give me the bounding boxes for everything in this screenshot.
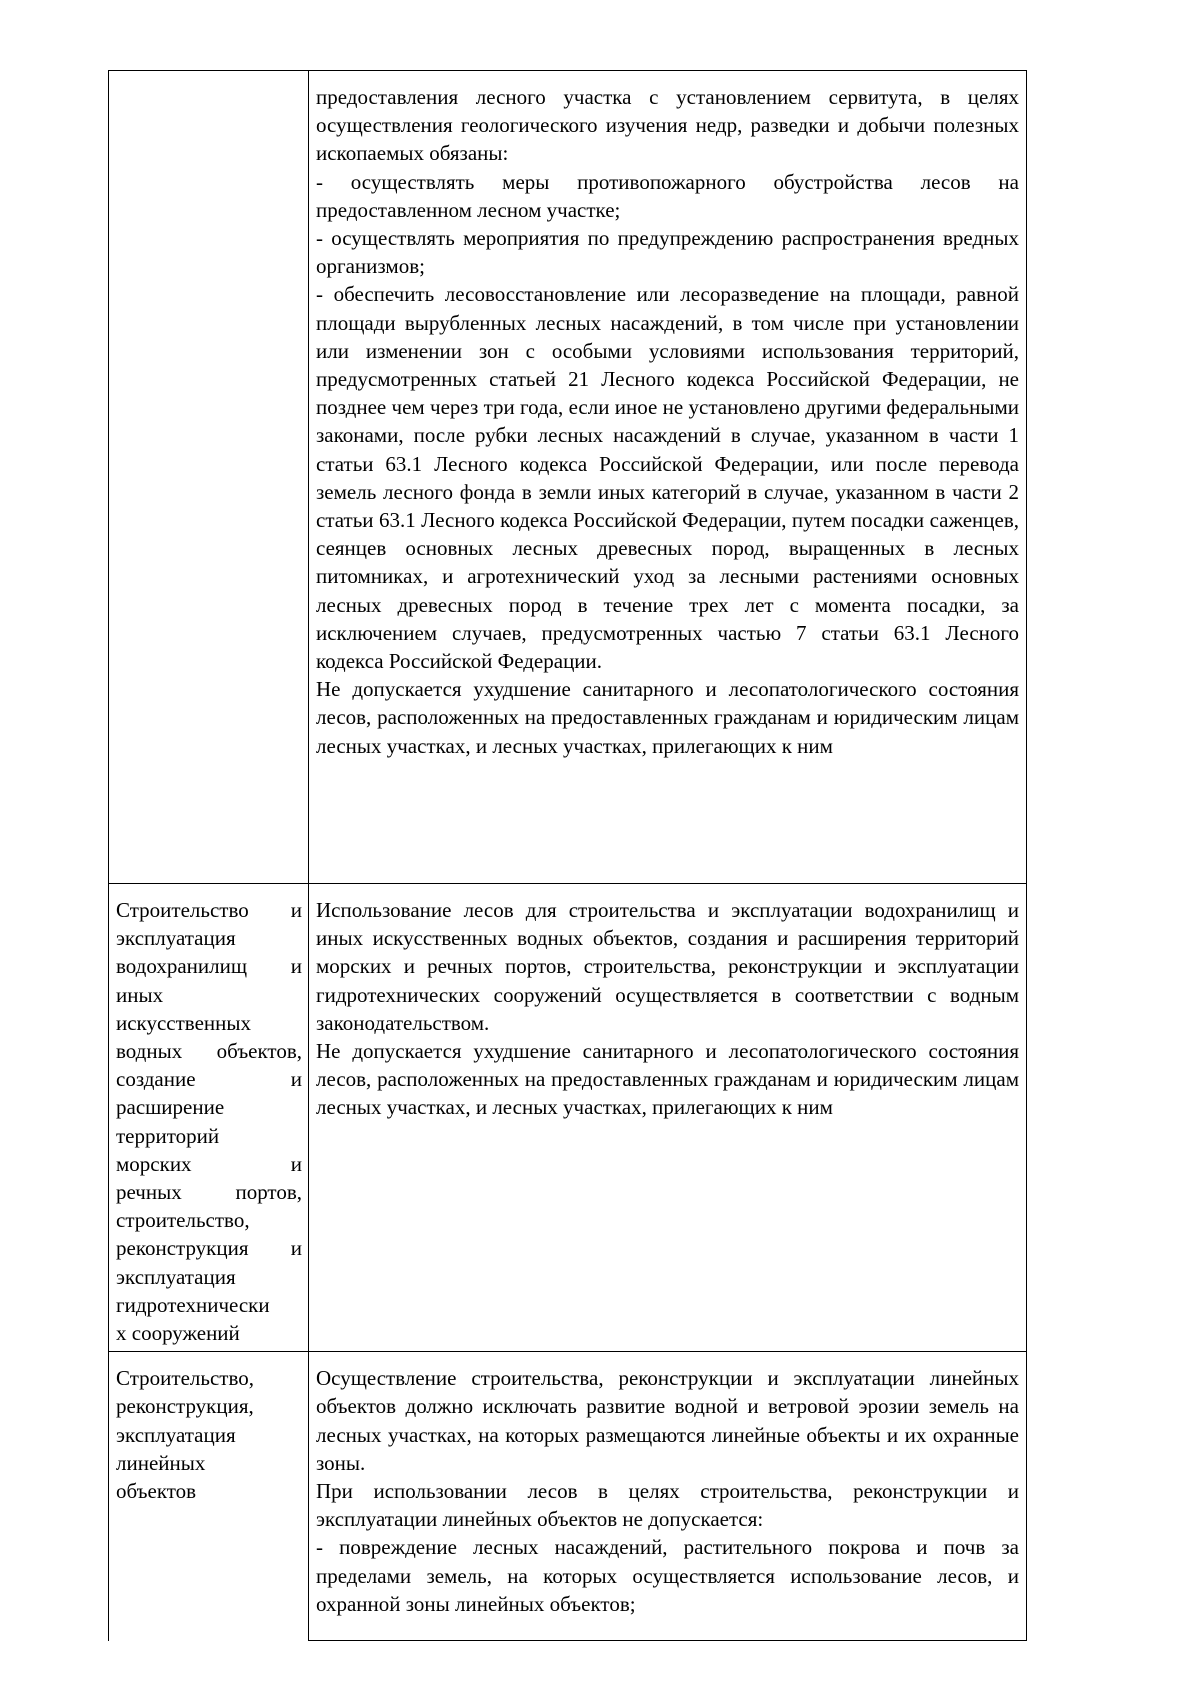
activity-line: иных: [116, 982, 164, 1007]
activity-cell: [109, 71, 309, 884]
activity-line: эксплуатация: [116, 1422, 236, 1447]
list-item: - осуществлять мероприятия по предупреждению распространения вредных организмов;: [316, 226, 1019, 279]
requirements-cell: [309, 884, 1027, 1352]
activity-line: территорий: [116, 1123, 220, 1148]
paragraph: Не допускается ухудшение санитарного и лесопатологического состояния лесов, расположенных на предоставленных гражданам и юридическим лицам лесных участках, и лесных участках, прилегающих к ним: [316, 677, 1019, 758]
activity-line: водохранилищ и: [116, 954, 302, 979]
activity-line: создание и: [116, 1067, 302, 1092]
paragraph: Использование лесов для строительства и эксплуатации водохранилищ и иных искусственных водных объектов, создания и расширения территорий морских и речных портов, строительства, реконструкции и эксплуатации гидротехнических сооружений осуществляется в соответствии с водным законодательством.: [316, 898, 1019, 1035]
requirements-cell: [309, 1352, 1027, 1641]
activity-line: водных объектов,: [116, 1039, 302, 1064]
paragraph: При использовании лесов в целях строительства, реконструкции и эксплуатации линейных объектов не допускается:: [316, 1479, 1019, 1532]
activity-cell: [109, 1352, 309, 1641]
activity-line: строительство,: [116, 1208, 250, 1233]
list-item: - осуществлять меры противопожарного обустройства лесов на предоставленном лесном участке;: [316, 169, 1019, 222]
table-row: [109, 1352, 1027, 1641]
list-item: - обеспечить лесовосстановление или лесоразведение на площади, равной площади вырубленных лесных насаждений, в том числе при установлении или изменении зон с особыми условиями использования территорий, предусмотренных статьей 21 Лесного кодекса Российской Федерации, не позднее чем через три года, если иное не установлено другими федеральными законами, после рубки лесных насаждений в случае, указанном в части 1 статьи 63.1 Лесного кодекса Российской Федерации, или после перевода земель лесного фонда в земли иных категорий в случае, указанном в части 2 статьи 63.1 Лесного кодекса Российской Федерации, путем посадки саженцев, сеянцев основных лесных древесных пород, выращенных в лесных питомниках, и агротехнический уход за лесными растениями основных лесных древесных пород в течение трех лет с момента посадки, за исключением случаев, предусмотренных частью 7 статьи 63.1 Лесного кодекса Российской Федерации.: [316, 282, 1019, 674]
activity-line: объектов: [116, 1479, 197, 1504]
activity-line: гидротехнически: [116, 1292, 270, 1317]
list-item: - повреждение лесных насаждений, растительного покрова и почв за пределами земель, на которых осуществляется использование лесов, и охранной зоны линейных объектов;: [316, 1535, 1019, 1616]
activity-cell: [109, 884, 309, 1352]
activity-line: х сооружений: [116, 1321, 240, 1346]
activity-line: расширение: [116, 1095, 225, 1120]
paragraph: Осуществление строительства, реконструкции и эксплуатации линейных объектов должно исключать развитие водной и ветровой эрозии земель на лесных участках, на которых размещаются линейные объекты и их охранные зоны.: [316, 1366, 1019, 1475]
activity-line: Строительство,: [116, 1366, 254, 1391]
paragraph: Не допускается ухудшение санитарного и лесопатологического состояния лесов, расположенных на предоставленных гражданам и юридическим лицам лесных участках, и лесных участках, прилегающих к ним: [316, 1039, 1019, 1120]
table-row: [109, 71, 1027, 884]
paragraph: предоставления лесного участка с установлением сервитута, в целях осуществления геологического изучения недр, разведки и добычи полезных ископаемых обязаны:: [316, 85, 1019, 166]
activity-line: речных портов,: [116, 1180, 302, 1205]
requirements-cell: [309, 71, 1027, 884]
activity-line: искусственных: [116, 1010, 251, 1035]
activity-line: реконструкция и: [116, 1236, 302, 1261]
activity-line: эксплуатация: [116, 926, 236, 951]
activity-line: эксплуатация: [116, 1264, 236, 1289]
activity-line: линейных: [116, 1450, 206, 1475]
activity-line: морских и: [116, 1151, 302, 1176]
activity-line: реконструкция,: [116, 1394, 254, 1419]
activity-line: Строительство и: [116, 898, 302, 922]
requirements-table: [108, 70, 1027, 1641]
table-row: [109, 884, 1027, 1352]
